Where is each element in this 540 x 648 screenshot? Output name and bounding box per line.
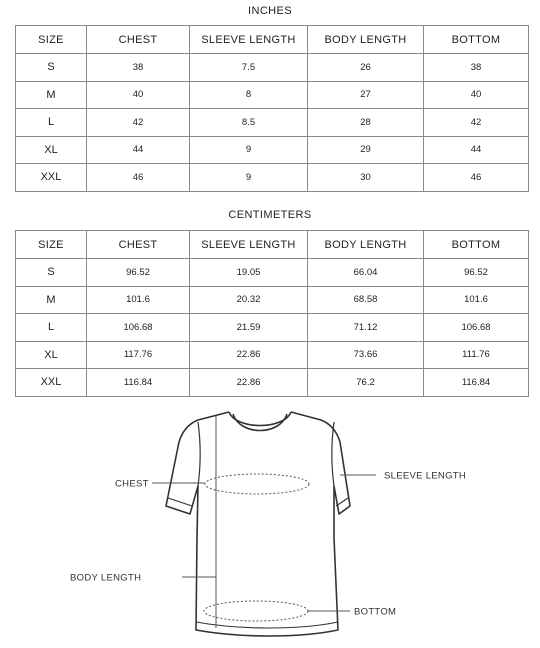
column-header: CHEST	[87, 26, 190, 54]
column-header: BODY LENGTH	[308, 231, 424, 259]
table-row	[16, 314, 529, 342]
chest-cell: 46	[87, 164, 190, 192]
table-row	[16, 136, 529, 164]
table-header-row	[16, 26, 529, 54]
bottom-cell: 44	[424, 136, 529, 164]
bottom-cell: 46	[424, 164, 529, 192]
size-cell: XXL	[16, 369, 87, 397]
table-row	[16, 109, 529, 137]
measurement-guides	[152, 416, 376, 628]
table-row	[16, 286, 529, 314]
chest-cell: 38	[87, 54, 190, 82]
sleeve-length-label: SLEEVE LENGTH	[384, 470, 467, 482]
sleeve-length-cell: 22.86	[190, 341, 308, 369]
bottom-cell: 116.84	[424, 369, 529, 397]
chest-cell: 101.6	[87, 286, 190, 314]
body-length-cell: 27	[308, 81, 424, 109]
bottom-cell: 40	[424, 81, 529, 109]
size-cell: XL	[16, 136, 87, 164]
column-header: CHEST	[87, 231, 190, 259]
chest-cell: 117.76	[87, 341, 190, 369]
bottom-measure-ellipse	[204, 601, 308, 621]
bottom-cell: 96.52	[424, 259, 529, 287]
sleeve-length-cell: 8	[190, 81, 308, 109]
sleeve-length-cell: 9	[190, 136, 308, 164]
sleeve-length-cell: 20.32	[190, 286, 308, 314]
bottom-cell: 111.76	[424, 341, 529, 369]
column-header: SLEEVE LENGTH	[190, 26, 308, 54]
centimeters-table	[15, 230, 529, 397]
column-header: SLEEVE LENGTH	[190, 231, 308, 259]
tshirt-icon	[166, 412, 350, 636]
column-header: SIZE	[16, 231, 87, 259]
table-row	[16, 164, 529, 192]
size-cell: L	[16, 109, 87, 137]
centimeters-title: CENTIMETERS	[228, 209, 312, 221]
body-length-cell: 73.66	[308, 341, 424, 369]
body-length-cell: 30	[308, 164, 424, 192]
sleeve-length-cell: 19.05	[190, 259, 308, 287]
tshirt-measurement-diagram	[0, 400, 540, 643]
size-cell: M	[16, 286, 87, 314]
body-length-cell: 66.04	[308, 259, 424, 287]
table-row	[16, 259, 529, 287]
table-row	[16, 81, 529, 109]
sleeve-length-cell: 9	[190, 164, 308, 192]
bottom-cell: 42	[424, 109, 529, 137]
body-length-cell: 26	[308, 54, 424, 82]
column-header: SIZE	[16, 26, 87, 54]
chest-cell: 42	[87, 109, 190, 137]
bottom-label: BOTTOM	[354, 606, 397, 618]
sleeve-length-cell: 8.5	[190, 109, 308, 137]
bottom-cell: 106.68	[424, 314, 529, 342]
chest-cell: 44	[87, 136, 190, 164]
table-row	[16, 54, 529, 82]
size-cell: S	[16, 54, 87, 82]
sleeve-length-cell: 22.86	[190, 369, 308, 397]
bottom-cell: 38	[424, 54, 529, 82]
table-row	[16, 341, 529, 369]
size-cell: L	[16, 314, 87, 342]
sleeve-length-cell: 7.5	[190, 54, 308, 82]
body-length-cell: 76.2	[308, 369, 424, 397]
body-length-label: BODY LENGTH	[70, 572, 142, 584]
bottom-cell: 101.6	[424, 286, 529, 314]
size-cell: S	[16, 259, 87, 287]
column-header: BODY LENGTH	[308, 26, 424, 54]
chest-label: CHEST	[115, 478, 149, 490]
body-length-cell: 71.12	[308, 314, 424, 342]
chest-cell: 116.84	[87, 369, 190, 397]
body-length-cell: 29	[308, 136, 424, 164]
table-row	[16, 369, 529, 397]
column-header: BOTTOM	[424, 26, 529, 54]
size-cell: XL	[16, 341, 87, 369]
column-header: BOTTOM	[424, 231, 529, 259]
chest-cell: 96.52	[87, 259, 190, 287]
sleeve-length-cell: 21.59	[190, 314, 308, 342]
chest-cell: 40	[87, 81, 190, 109]
size-cell: XXL	[16, 164, 87, 192]
size-cell: M	[16, 81, 87, 109]
body-length-cell: 28	[308, 109, 424, 137]
chest-measure-ellipse	[205, 474, 309, 494]
table-header-row	[16, 231, 529, 259]
inches-table	[15, 25, 529, 192]
body-length-cell: 68.58	[308, 286, 424, 314]
chest-cell: 106.68	[87, 314, 190, 342]
inches-title: INCHES	[248, 5, 292, 17]
